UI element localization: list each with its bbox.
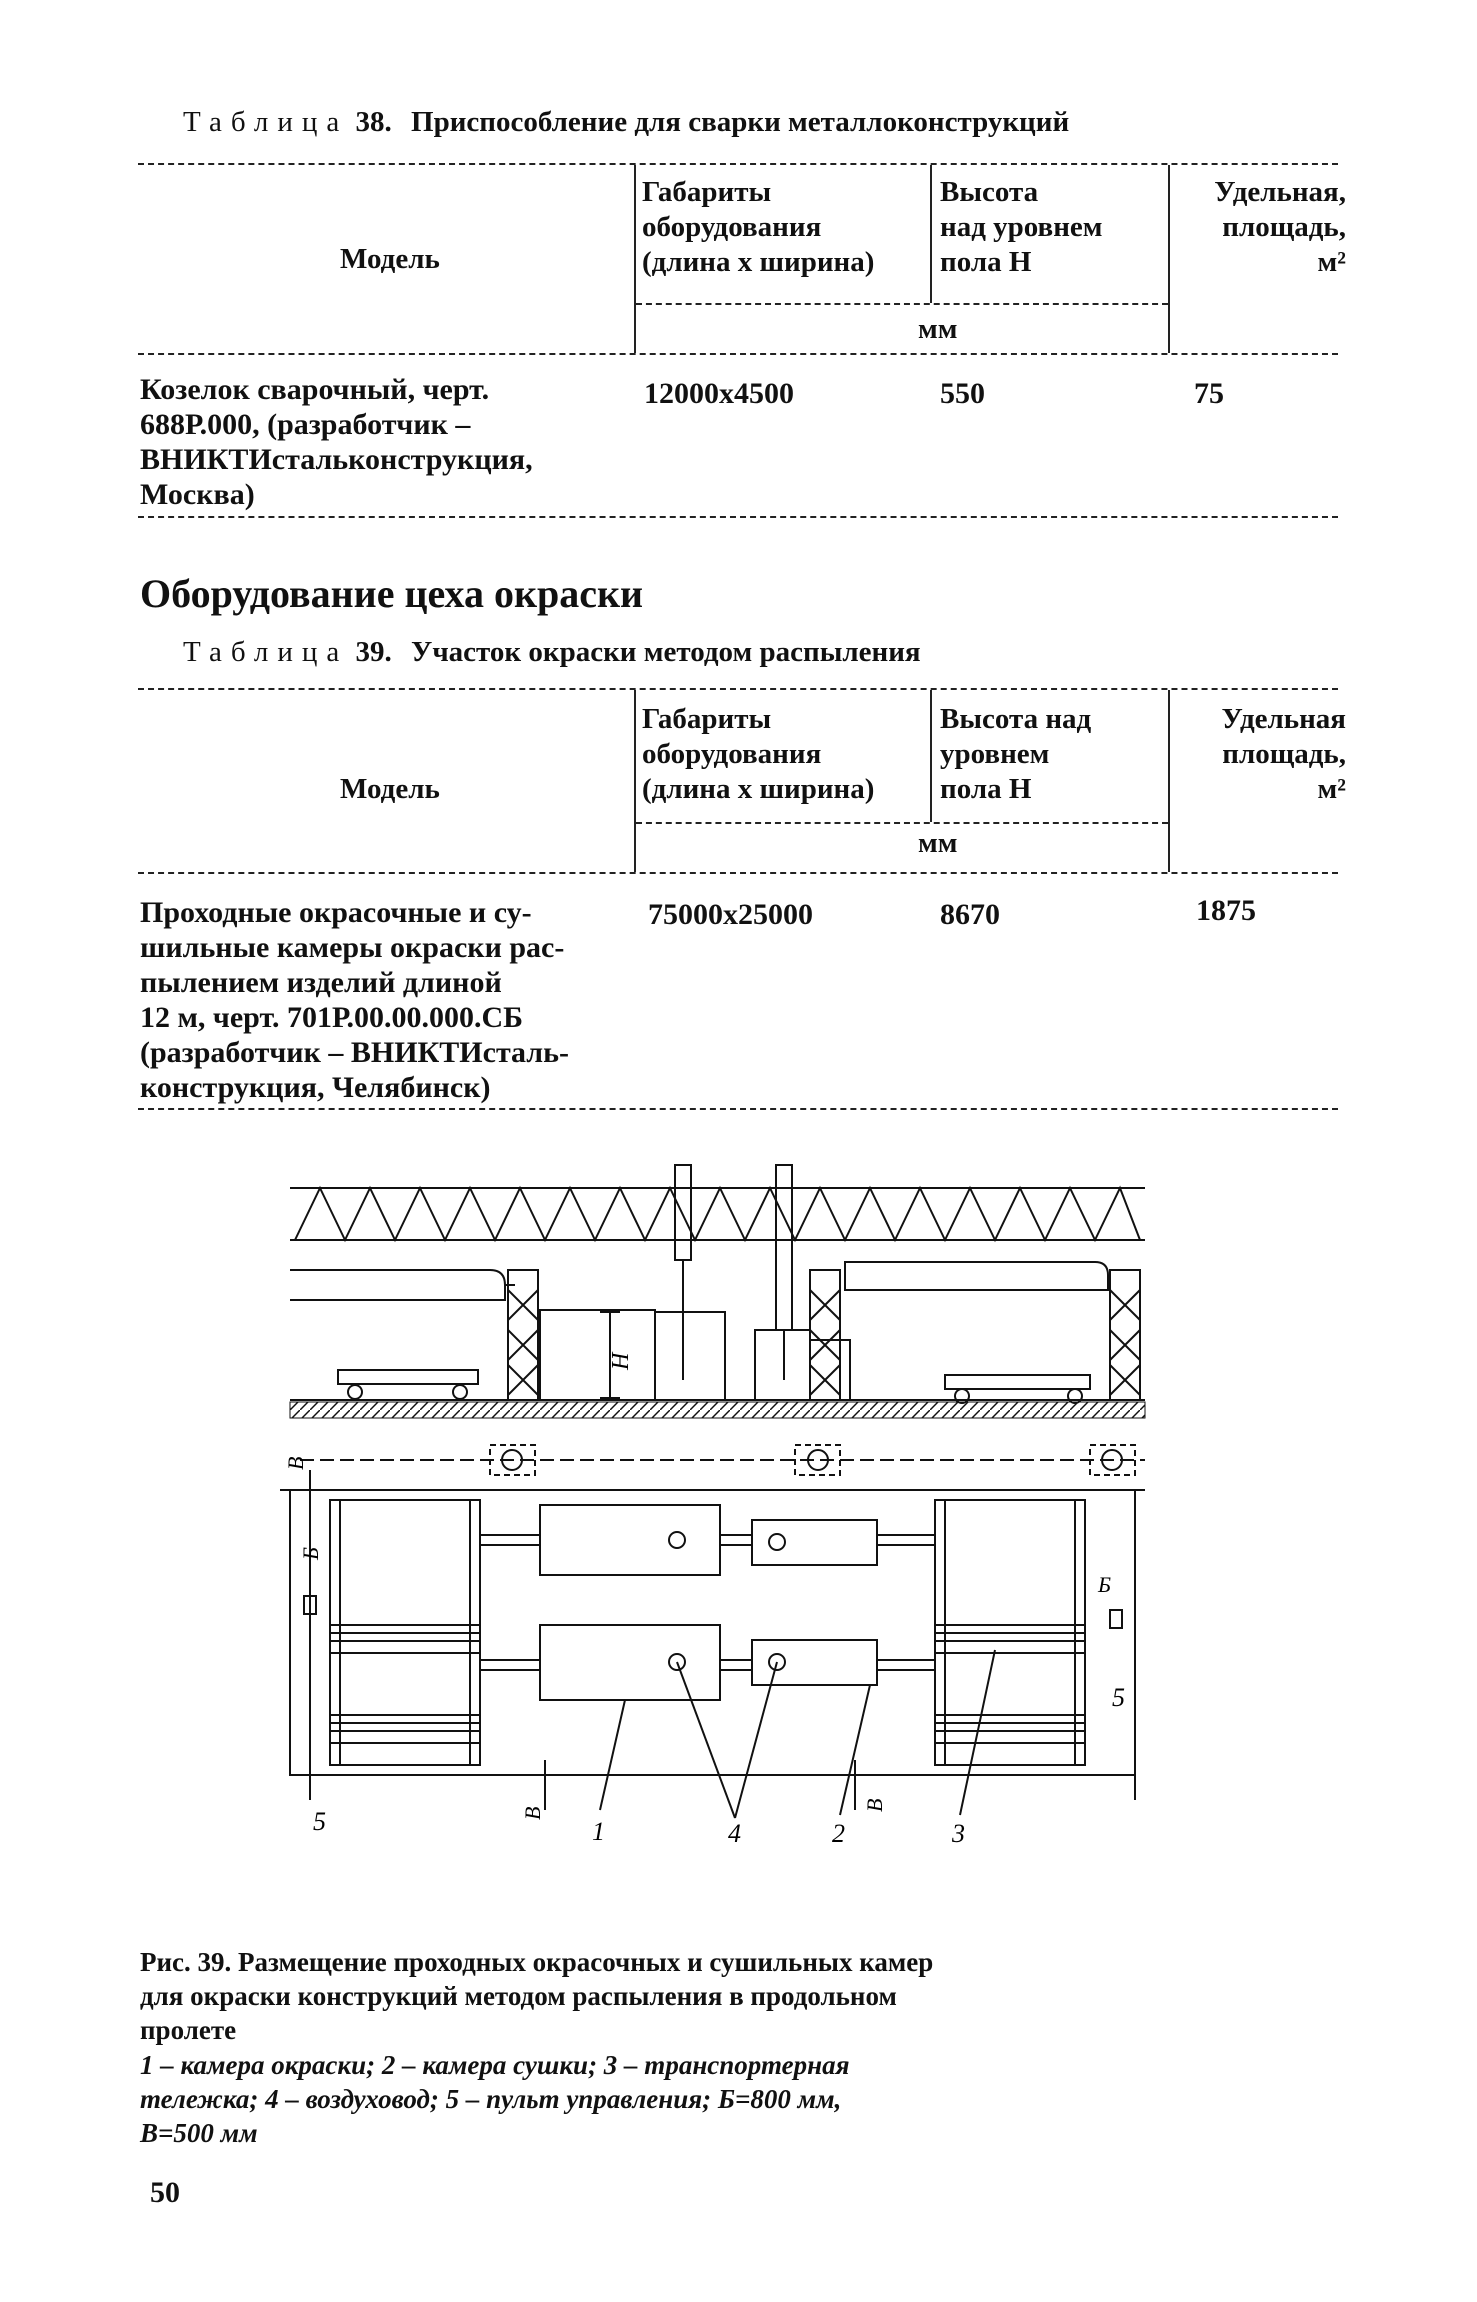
fig-label-v-bottom-2: В	[862, 1798, 887, 1812]
fig-label-4: 4	[728, 1819, 741, 1848]
figure-legend: 1 – камера окраски; 2 – камера сушки; 3 – транспортерная тележка; 4 – воздуховод; 5 – пульт управления; Б=800 мм, В=500 мм	[140, 2050, 850, 2148]
fig-label-v-bottom-1: В	[520, 1806, 545, 1820]
table38-header-height: Высота над уровнем пола H	[940, 176, 1103, 278]
page-number: 50	[150, 2176, 180, 2209]
fig-label-3: 3	[952, 1819, 965, 1848]
table39-unit: мм	[918, 827, 958, 859]
table38-header-area: Удельная, площадь, м²	[1214, 176, 1346, 278]
figure-caption: Рис. 39. Размещение проходных окрасочных и сушильных камер для окраски конструкций методом распыления в продольном пролете	[140, 1947, 934, 2045]
table38-unit: мм	[918, 313, 958, 345]
fig-label-v-top: В	[283, 1456, 308, 1470]
table39-label: Таблица	[183, 636, 349, 668]
table38-row-area: 75	[1194, 377, 1224, 410]
fig-label-b-right: Б	[1098, 1572, 1111, 1597]
table39-row-height: 8670	[940, 898, 1000, 931]
section-title: Оборудование цеха окраски	[140, 571, 644, 616]
elevation-chambers	[540, 1310, 850, 1400]
table38-title: Приспособление для сварки металлоконструкций	[411, 106, 1070, 138]
table39-row-model: Проходные окрасочные и су- шильные камеры окраски рас- пылением изделий длиной 12 м, черт. 701Р.00.00.000.СБ (разработчик – ВНИКТИсталь- конструкция, Челябинск)	[140, 896, 569, 1104]
fig-label-2: 2	[832, 1819, 845, 1848]
table38-row-dims: 12000x4500	[644, 377, 794, 410]
roof-truss	[290, 1188, 1145, 1240]
table39-header-dims: Габариты оборудования (длина х ширина)	[642, 703, 875, 805]
table38-label: Таблица	[183, 106, 349, 138]
fig-label-h: H	[608, 1352, 634, 1370]
plan-view	[280, 1445, 1145, 1818]
table39-header-height: Высота над уровнем пола H	[940, 703, 1092, 805]
fig-label-b-left: Б	[298, 1547, 323, 1560]
table39-header-area: Удельная площадь, м²	[1221, 703, 1346, 805]
fig-label-5-left: 5	[313, 1807, 326, 1836]
table39-title: Участок окраски методом распыления	[411, 636, 921, 668]
fig-label-1: 1	[592, 1817, 605, 1846]
left-gantry	[290, 1270, 538, 1400]
table38-header-dims: Габариты оборудования (длина х ширина)	[642, 176, 875, 278]
table38-header-model: Модель	[340, 243, 440, 275]
table38-number: 38.	[355, 106, 392, 138]
table39-row-area: 1875	[1196, 894, 1256, 927]
table39-number: 39.	[355, 636, 392, 668]
table38-row-height: 550	[940, 377, 985, 410]
table38-row-model: Козелок сварочный, черт. 688Р.000, (разработчик – ВНИКТИстальконструкция, Москва)	[140, 373, 533, 511]
fig-label-5-right: 5	[1112, 1683, 1125, 1712]
elevation-trolleys	[338, 1370, 1090, 1403]
table39-row-dims: 75000x25000	[648, 898, 813, 931]
table39-header-model: Модель	[340, 773, 440, 805]
